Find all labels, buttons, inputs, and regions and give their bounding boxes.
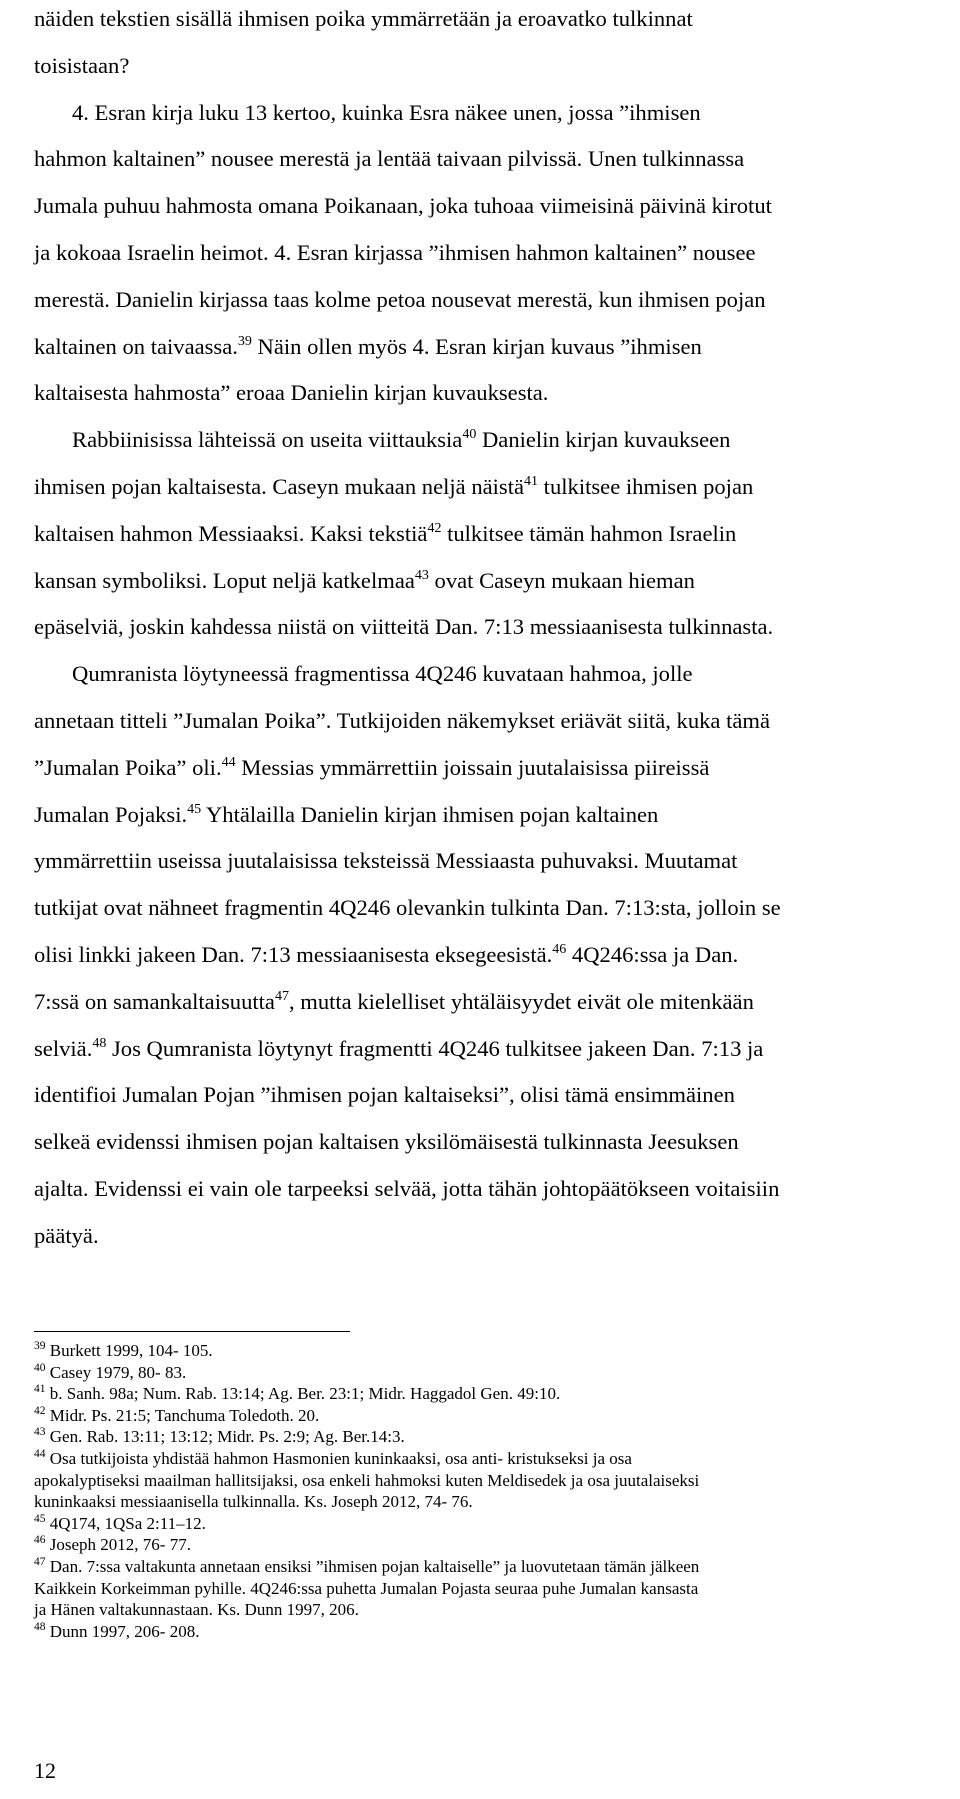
text-segment: tutkijat ovat nähneet fragmentin 4Q246 olevankin tulkinta Dan. 7:13:sta, jolloin se <box>34 895 781 921</box>
text-segment: ovat Caseyn mukaan hieman <box>428 567 695 593</box>
page-number: 12 <box>34 1758 56 1783</box>
footnote-text: Gen. Rab. 13:11; 13:12; Midr. Ps. 2:9; Ag. Ber.14:3. <box>49 1427 405 1447</box>
text-segment: päätyä. <box>34 1222 99 1248</box>
text-line <box>34 417 956 464</box>
footnote <box>34 1340 956 1362</box>
text-line <box>34 0 956 43</box>
text-line <box>34 324 956 371</box>
footnote-number: 48 <box>34 1620 46 1633</box>
footnote-reference[interactable]: 45 <box>187 801 202 817</box>
text-line <box>34 745 956 792</box>
text-line <box>34 370 956 417</box>
footnote-reference[interactable]: 44 <box>221 754 236 770</box>
footnote-text: Kaikkein Korkeimman pyhille. 4Q246:ssa puhetta Jumalan Pojasta seuraa puhe Jumalan kansasta <box>34 1578 699 1598</box>
text-segment: ja kokoaa Israelin heimot. 4. Esran kirjassa ”ihmisen hahmon kaltainen” nousee <box>34 239 756 265</box>
text-segment: ymmärrettiin useissa juutalaisissa teksteissä Messiaasta puhuvaksi. Muutamat <box>34 848 738 874</box>
footnote-number: 46 <box>34 1534 46 1547</box>
text-segment: Jumalan Pojaksi. <box>34 801 188 827</box>
footnote-text: b. Sanh. 98a; Num. Rab. 13:14; Ag. Ber. 23:1; Midr. Haggadol Gen. 49:10. <box>49 1384 561 1404</box>
text-line <box>34 1119 956 1166</box>
text-line <box>34 838 956 885</box>
text-segment: Danielin kirjan kuvaukseen <box>476 427 731 453</box>
paragraph <box>34 0 956 417</box>
text-segment: ajalta. Evidenssi ei vain ole tarpeeksi selvää, jotta tähän johtopäätökseen voitaisiin <box>34 1175 780 1201</box>
text-line <box>34 90 956 137</box>
text-segment: Qumranista löytyneessä fragmentissa 4Q246 kuvataan hahmoa, jolle <box>72 661 693 687</box>
text-line <box>34 277 956 324</box>
body-text <box>34 0 956 1260</box>
text-segment: tulkitsee tämän hahmon Israelin <box>441 520 737 546</box>
text-segment: kaltainen on taivaassa. <box>34 333 238 359</box>
footnote <box>34 1405 956 1427</box>
footnote-reference[interactable]: 40 <box>462 427 477 443</box>
footnote-reference[interactable]: 39 <box>237 333 252 349</box>
footnote-text: Osa tutkijoista yhdistää hahmon Hasmonien kuninkaaksi, osa anti- kristukseksi ja osa <box>49 1448 632 1468</box>
footnote <box>34 1426 956 1448</box>
footnote-text: kuninkaaksi messiaanisella tulkinnalla. Ks. Joseph 2012, 74- 76. <box>34 1492 473 1512</box>
footnote-text: Casey 1979, 80- 83. <box>49 1362 187 1382</box>
text-line <box>34 604 956 651</box>
text-segment: tulkitsee ihmisen pojan <box>538 473 754 499</box>
footnote <box>34 1556 956 1621</box>
footnote-reference[interactable]: 47 <box>274 988 289 1004</box>
text-segment: 4. Esran kirja luku 13 kertoo, kuinka Esra näkee unen, jossa ”ihmisen <box>72 99 701 125</box>
text-line <box>34 651 956 698</box>
text-segment: epäselviä, joskin kahdessa niistä on viitteitä Dan. 7:13 messiaanisesta tulkinnasta. <box>34 614 774 640</box>
text-line <box>34 1166 956 1213</box>
footnotes <box>34 1340 956 1642</box>
footnote <box>34 1513 956 1535</box>
footnote <box>34 1383 956 1405</box>
footnote-reference[interactable]: 46 <box>552 941 567 957</box>
footnote-number: 40 <box>34 1361 46 1374</box>
footnote-reference[interactable]: 42 <box>427 520 442 536</box>
footnote-text: ja Hänen valtakunnastaan. Ks. Dunn 1997, 206. <box>34 1600 359 1620</box>
footnote-text: apokalyptiseksi maailman hallitsijaksi, osa enkeli hahmoksi kuten Meldisedek ja osa juutalaiseksi <box>34 1470 700 1490</box>
text-segment: Jumala puhuu hahmosta omana Poikanaan, joka tuhoaa viimeisinä päivinä kirotut <box>34 193 772 219</box>
text-segment: Näin ollen myös 4. Esran kirjan kuvaus ”ihmisen <box>251 333 702 359</box>
footnote-number: 47 <box>34 1555 46 1568</box>
footnote-text: Dan. 7:ssa valtakunta annetaan ensiksi ”ihmisen pojan kaltaiselle” ja luovutetaan tämän jälkeen <box>49 1556 700 1576</box>
footnote-text: Midr. Ps. 21:5; Tanchuma Toledoth. 20. <box>49 1405 320 1425</box>
text-segment: näiden tekstien sisällä ihmisen poika ymmärretään ja eroavatko tulkinnat <box>34 6 693 31</box>
text-segment: hahmon kaltainen” nousee merestä ja lentää taivaan pilvissä. Unen tulkinnassa <box>34 146 745 172</box>
footnote <box>34 1621 956 1643</box>
text-line <box>34 1213 956 1260</box>
text-line <box>34 558 956 605</box>
text-segment: ihmisen pojan kaltaisesta. Caseyn mukaan neljä näistä <box>34 473 525 499</box>
footnote-reference[interactable]: 43 <box>414 567 429 583</box>
footnote-number: 42 <box>34 1404 46 1417</box>
text-line <box>34 464 956 511</box>
text-line <box>34 1072 956 1119</box>
text-line <box>34 511 956 558</box>
text-line <box>34 792 956 839</box>
text-line <box>34 932 956 979</box>
text-line <box>34 183 956 230</box>
text-segment: 7:ssä on samankaltaisuutta <box>34 988 275 1014</box>
footnote-number: 44 <box>34 1447 46 1460</box>
text-line <box>34 230 956 277</box>
text-segment: 4Q246:ssa ja Dan. <box>566 941 739 967</box>
footnote-text: 4Q174, 1QSa 2:11–12. <box>49 1513 206 1533</box>
footnote <box>34 1448 956 1513</box>
text-line <box>34 885 956 932</box>
text-line <box>34 43 956 90</box>
text-segment: toisistaan? <box>34 52 130 78</box>
text-segment: kansan symboliksi. Loput neljä katkelmaa <box>34 567 415 593</box>
text-segment: Yhtälailla Danielin kirjan ihmisen pojan kaltainen <box>201 801 659 827</box>
text-segment: annetaan titteli ”Jumalan Poika”. Tutkijoiden näkemykset eriävät siitä, kuka tämä <box>34 707 770 733</box>
footnote-text: Dunn 1997, 206- 208. <box>49 1621 200 1641</box>
footnote-number: 43 <box>34 1426 46 1439</box>
footnote-separator <box>34 1331 350 1332</box>
footnote <box>34 1362 956 1384</box>
text-segment: , mutta kielelliset yhtäläisyydet eivät ole mitenkään <box>288 988 754 1014</box>
footnote <box>34 1534 956 1556</box>
text-line <box>34 698 956 745</box>
text-segment: kaltaisen hahmon Messiaaksi. Kaksi tekstiä <box>34 520 428 546</box>
text-segment: Jos Qumranista löytynyt fragmentti 4Q246 tulkitsee jakeen Dan. 7:13 ja <box>106 1035 764 1061</box>
text-segment: kaltaisesta hahmosta” eroaa Danielin kirjan kuvauksesta. <box>34 380 549 406</box>
footnote-reference[interactable]: 41 <box>524 473 539 489</box>
text-line <box>34 1026 956 1073</box>
paragraph <box>34 651 956 1259</box>
footnote-reference[interactable]: 48 <box>92 1035 107 1051</box>
text-segment: Rabbiinisissa lähteissä on useita viittauksia <box>72 427 463 453</box>
footnote-number: 45 <box>34 1512 46 1525</box>
footnote-text: Joseph 2012, 76- 77. <box>49 1535 191 1555</box>
text-line <box>34 979 956 1026</box>
text-segment: olisi linkki jakeen Dan. 7:13 messiaanisesta eksegeesistä. <box>34 941 553 967</box>
text-segment: Messias ymmärrettiin joissain juutalaisissa piireissä <box>235 754 710 780</box>
footnote-number: 41 <box>34 1383 46 1396</box>
text-segment: identifioi Jumalan Pojan ”ihmisen pojan kaltaiseksi”, olisi tämä ensimmäinen <box>34 1082 735 1108</box>
text-line <box>34 136 956 183</box>
footnote-number: 39 <box>34 1340 46 1352</box>
text-segment: selkeä evidenssi ihmisen pojan kaltaisen yksilömäisestä tulkinnasta Jeesuksen <box>34 1129 739 1155</box>
paragraph <box>34 417 956 651</box>
text-segment: merestä. Danielin kirjassa taas kolme petoa nousevat merestä, kun ihmisen pojan <box>34 286 766 312</box>
text-segment: selviä. <box>34 1035 93 1061</box>
text-segment: ”Jumalan Poika” oli. <box>34 754 222 780</box>
footnote-text: Burkett 1999, 104- 105. <box>49 1341 213 1360</box>
